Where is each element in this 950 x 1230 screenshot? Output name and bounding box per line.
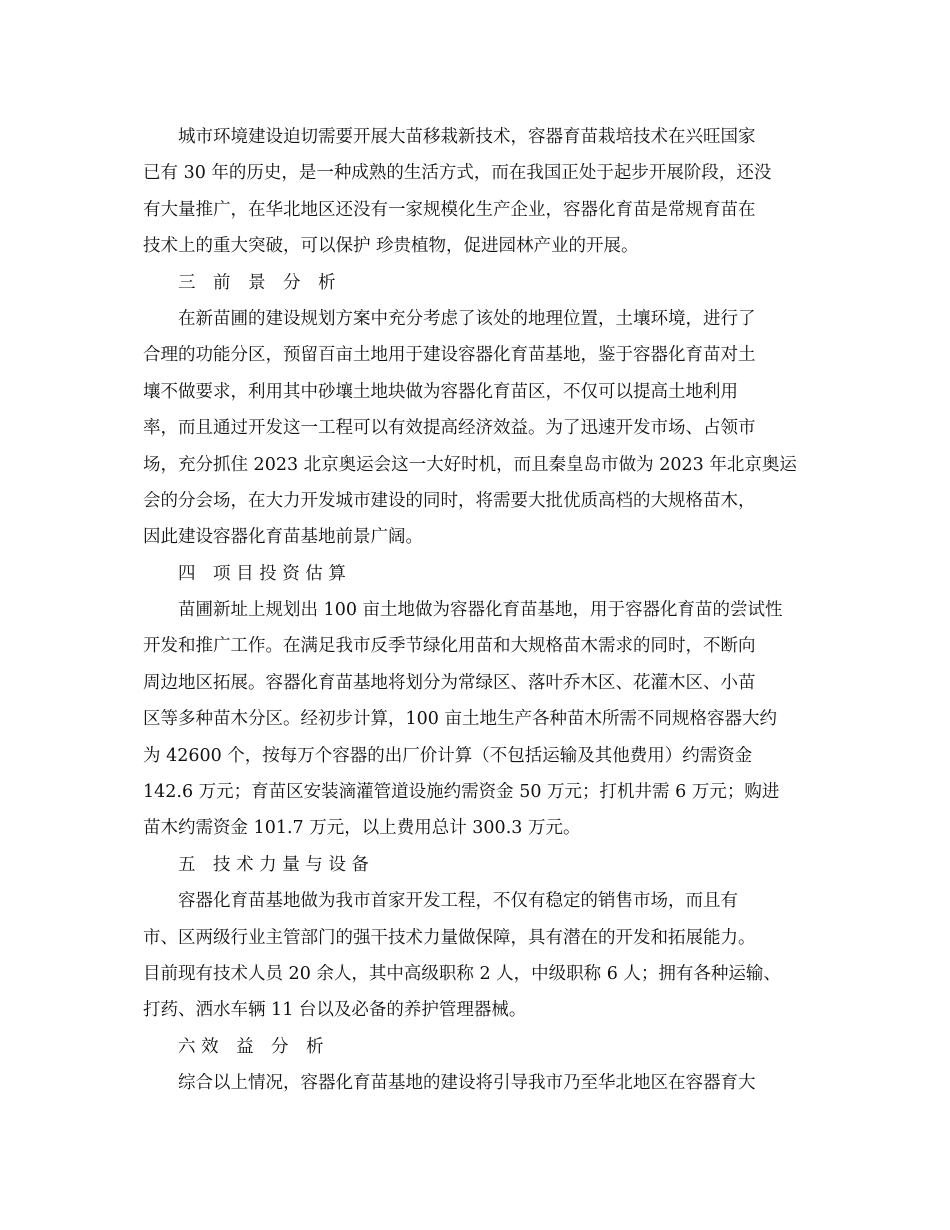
paragraph-line: 合理的功能分区，预留百亩土地用于建设容器化育苗基地，鉴于容器化育苗对土 [143,345,756,366]
paragraph-line: 在新苗圃的建设规划方案中充分考虑了该处的地理位置，土壤环境，进行了 [178,308,756,329]
paragraph-line: 场，充分抓住 2023 北京奥运会这一大好时机，而且秦皇岛市做为 2023 年北京奥运 [143,454,797,475]
paragraph-line: 为 42600 个，按每万个容器的出厂价计算（不包括运输及其他费用）约需资金 [143,745,753,766]
paragraph-line: 区等多种苗木分区。经初步计算，100 亩土地生产各种苗木所需不同规格容器大约 [143,709,777,730]
paragraph-line: 壤不做要求，利用其中砂壤土地块做为容器化育苗区，不仅可以提高土地利用 [143,381,738,402]
section-heading-investment-estimate: 四 项 目 投 资 估 算 [178,563,346,584]
paragraph-line: 开发和推广工作。在满足我市反季节绿化用苗和大规格苗木需求的同时，不断向 [143,636,756,657]
paragraph-line: 有大量推广，在华北地区还没有一家规模化生产企业，容器化育苗是常规育苗在 [143,199,756,220]
paragraph-line: 城市环境建设迫切需要开展大苗移栽新技术，容器育苗栽培技术在兴旺国家 [178,127,756,147]
paragraph-line: 周边地区拓展。容器化育苗基地将划分为常绿区、落叶乔木区、花灌木区、小苗 [143,672,756,693]
paragraph-line: 苗木约需资金 101.7 万元，以上费用总计 300.3 万元。 [143,818,581,839]
paragraph-line: 因此建设容器化育苗基地前景广阔。 [143,527,423,548]
section-heading-prospect-analysis: 三 前 景 分 析 [178,272,336,293]
paragraph-line: 会的分会场，在大力开发城市建设的同时，将需要大批优质高档的大规格苗木， [143,490,756,511]
paragraph-line: 综合以上情况，容器化育苗基地的建设将引导我市乃至华北地区在容器育大 [178,1073,756,1094]
paragraph-line: 目前现有技术人员 20 余人，其中高级职称 2 人，中级职称 6 人；拥有各种运输、 [143,963,781,984]
paragraph-line: 容器化育苗基地做为我市首家开发工程，不仅有稳定的销售市场，而且有 [178,891,738,912]
paragraph-line: 打药、洒水车辆 11 台以及必备的养护管理器械。 [143,1000,527,1021]
section-heading-benefit-analysis: 六 效 益 分 析 [178,1036,324,1057]
paragraph-line: 已有 30 年的历史，是一种成熟的生活方式，而在我国正处于起步开展阶段，还没 [143,163,772,184]
paragraph-line: 市、区两级行业主管部门的强干技术力量做保障，具有潜在的开发和拓展能力。 [143,927,756,948]
section-heading-technical-capacity: 五 技 术 力 量 与 设 备 [178,854,369,875]
paragraph-line: 率，而且通过开发这一工程可以有效提高经济效益。为了迅速开发市场、占领市 [143,418,756,439]
paragraph-line: 苗圃新址上规划出 100 亩土地做为容器化育苗基地，用于容器化育苗的尝试性 [178,600,783,621]
paragraph-line: 技术上的重大突破，可以保护 珍贵植物，促进园林产业的开展。 [143,236,639,257]
paragraph-line: 142.6 万元；育苗区安装滴灌管道设施约需资金 50 万元；打机井需 6 万元；购进 [143,782,780,803]
document-page [143,119,808,1102]
